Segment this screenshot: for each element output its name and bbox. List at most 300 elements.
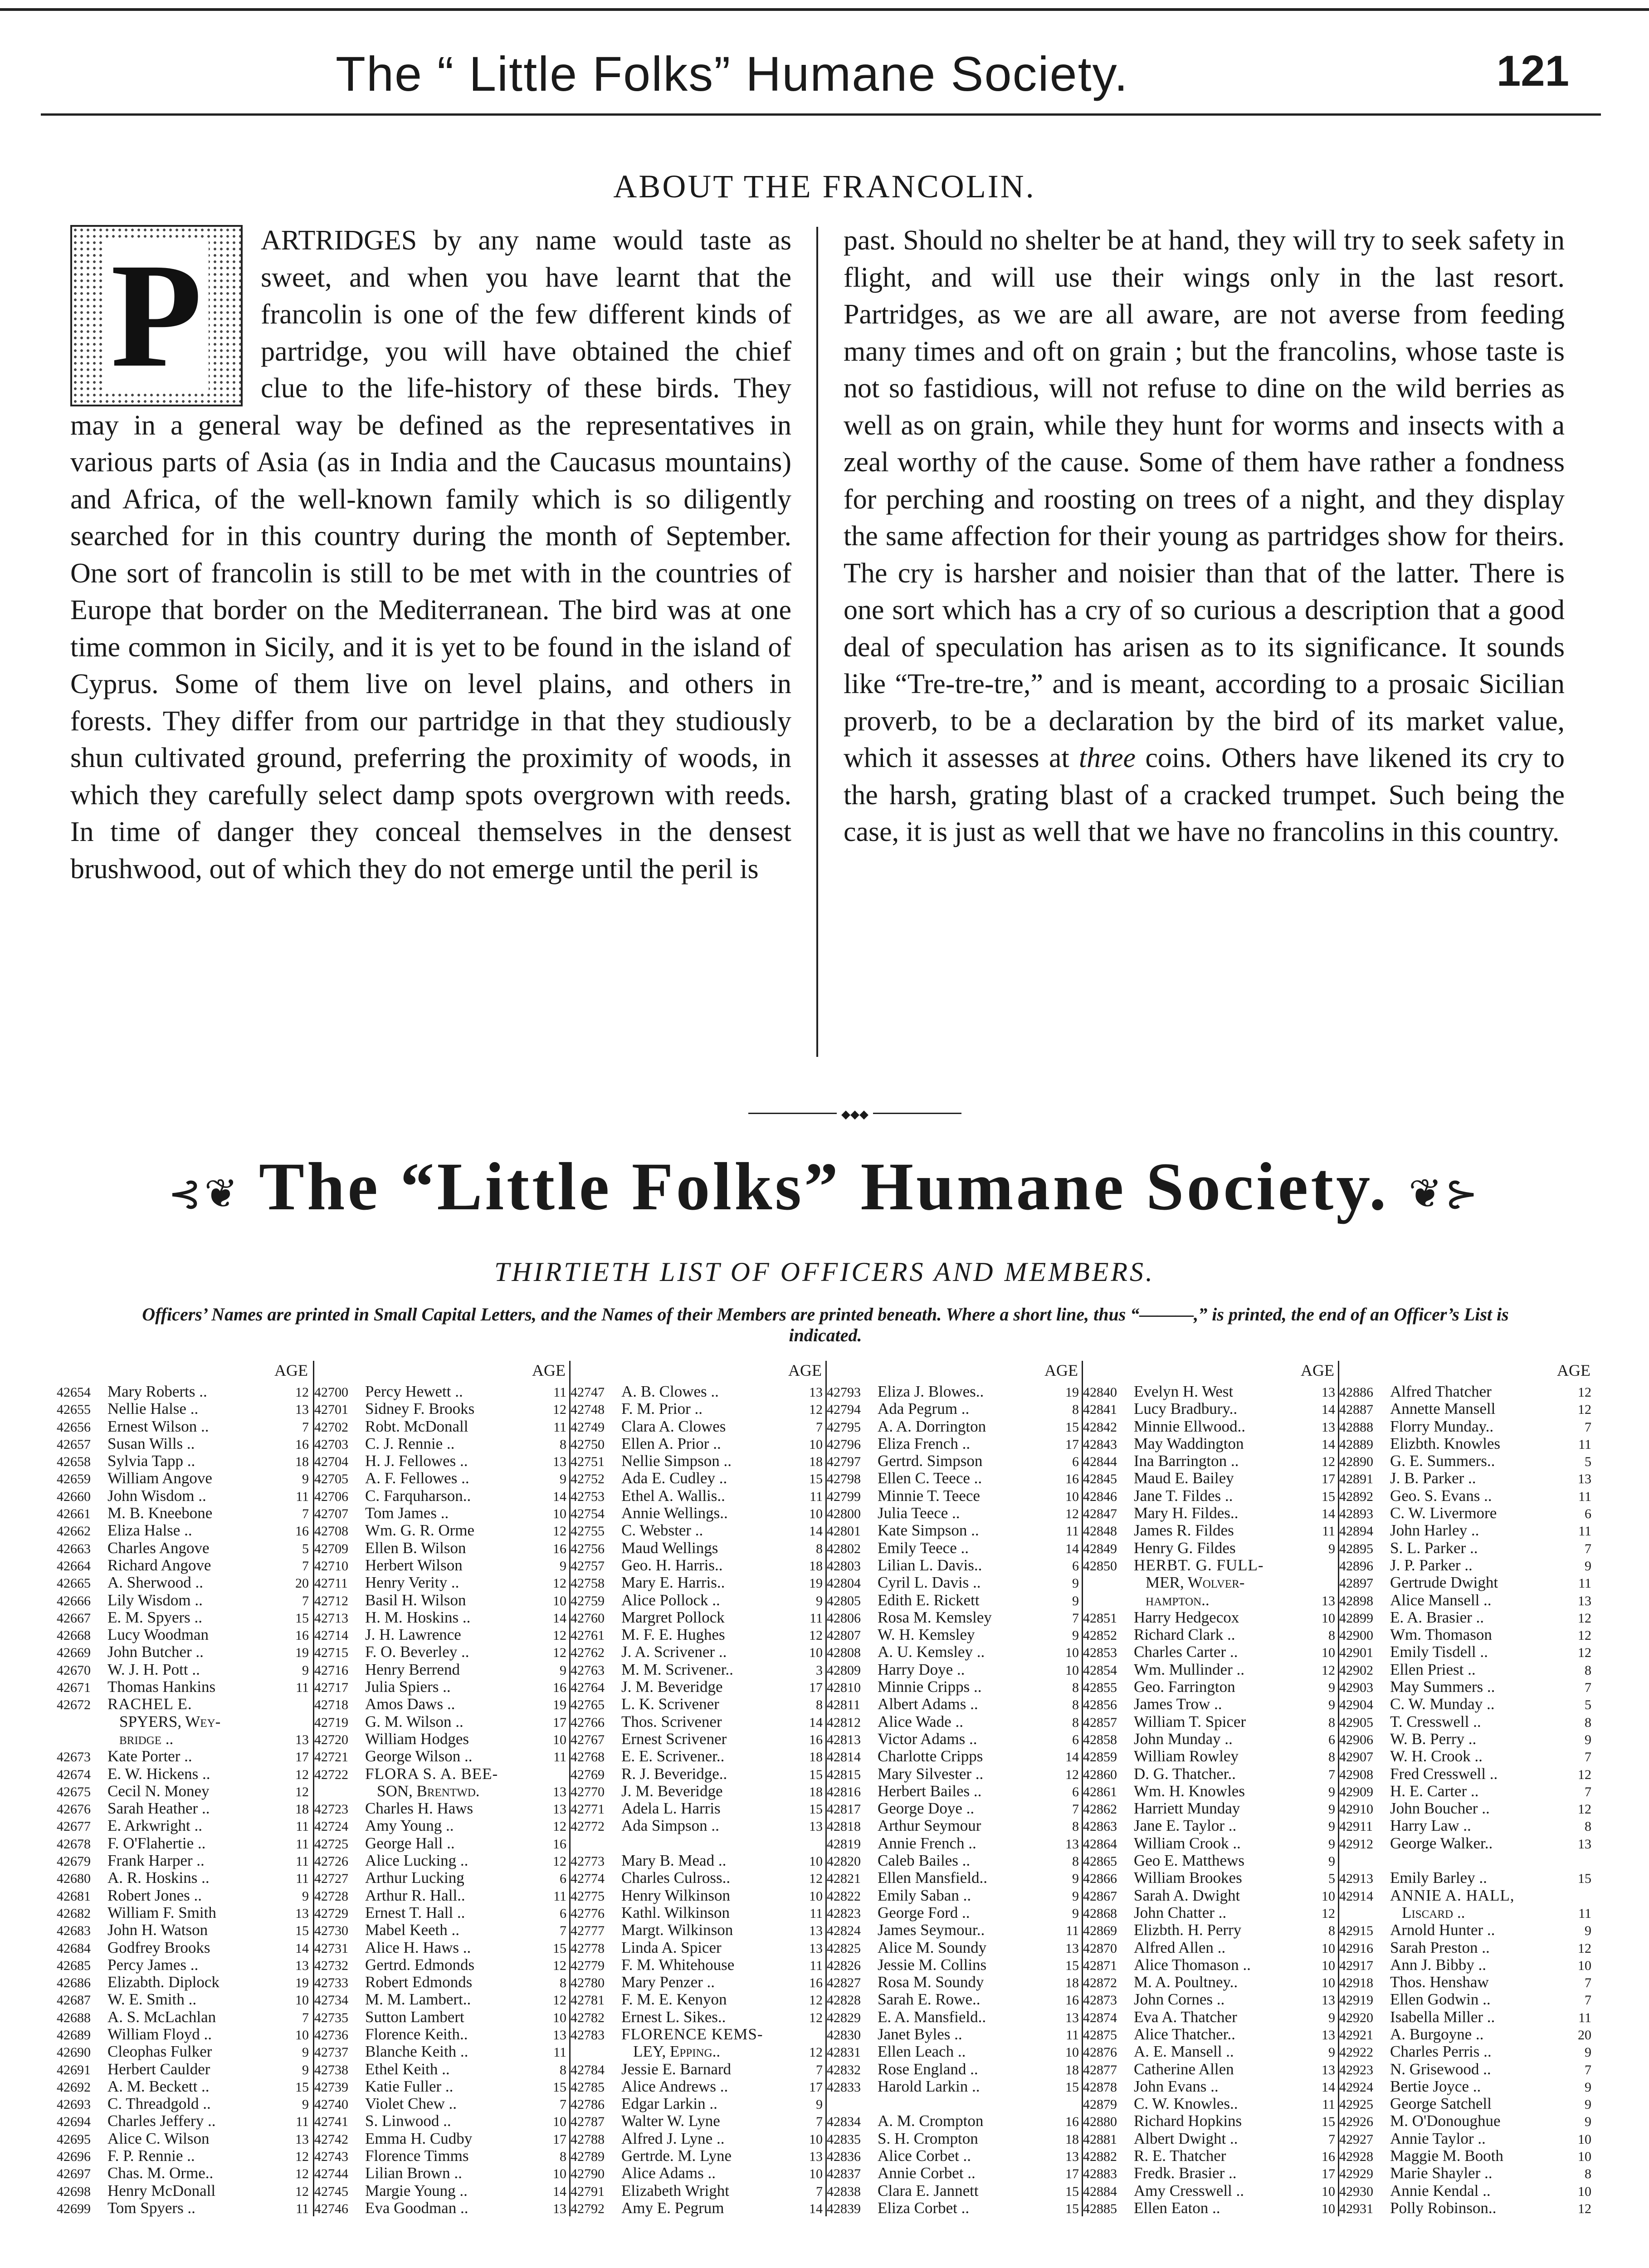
- member-age: 12: [295, 1385, 309, 1400]
- member-number: 42837: [827, 2166, 861, 2182]
- member-number: 42762: [571, 1645, 605, 1661]
- member-name: Annie Taylor ..: [1390, 2129, 1486, 2147]
- member-number: 42819: [827, 1836, 861, 1852]
- member-name: A. Sherwood ..: [107, 1574, 203, 1592]
- member-number: 42863: [1083, 1819, 1117, 1834]
- member-number: 42880: [1083, 2114, 1117, 2130]
- member-name: George Walker..: [1390, 1834, 1493, 1852]
- member-row: [1339, 2130, 1593, 2147]
- member-age: 10: [295, 1993, 309, 2008]
- member-row: [1083, 1504, 1337, 1521]
- member-name: Gertrude Dwight: [1390, 1574, 1498, 1592]
- page-header: [41, 27, 1601, 113]
- member-number: 42686: [57, 1975, 91, 1991]
- member-name: Mary E. Harris..: [621, 1574, 725, 1592]
- article-column-left: [70, 222, 791, 888]
- member-row: [827, 1852, 1081, 1869]
- member-row: [1083, 1956, 1337, 1973]
- member-name: Jane E. Taylor ..: [1134, 1817, 1237, 1835]
- member-row: [314, 1661, 568, 1678]
- member-age: 13: [1065, 2149, 1079, 2165]
- member-name: FLORENCE KEMS-: [621, 2025, 763, 2043]
- member-number: 42914: [1339, 1888, 1373, 1904]
- member-number: 42722: [314, 1767, 348, 1782]
- member-number: 42889: [1339, 1437, 1373, 1452]
- member-row: [1083, 1973, 1337, 1990]
- member-row: [1339, 1956, 1593, 1973]
- member-number: 42829: [827, 2010, 861, 2025]
- member-name: Kate Porter ..: [107, 1747, 192, 1765]
- member-row: [571, 1591, 824, 1608]
- member-number: 42836: [827, 2149, 861, 2165]
- member-row: [1339, 1469, 1593, 1486]
- member-number: 42760: [571, 1610, 605, 1626]
- age-column-header: AGE: [532, 1361, 566, 1379]
- member-row: [827, 2008, 1081, 2025]
- member-age: 7: [816, 2114, 823, 2130]
- member-number: 42681: [57, 1888, 91, 1904]
- member-age: 11: [296, 2114, 309, 2130]
- member-row: [571, 1887, 824, 1904]
- member-age: 17: [553, 1715, 566, 1730]
- member-age: 8: [1585, 1819, 1591, 1834]
- member-number: 42832: [827, 2062, 861, 2077]
- member-age: 11: [553, 1385, 566, 1400]
- member-name: E. Arkwright ..: [107, 1817, 203, 1835]
- member-row: [827, 1747, 1081, 1765]
- members-column: [313, 1361, 568, 2216]
- member-name: Albert Adams ..: [878, 1695, 978, 1713]
- member-name: Mary H. Fildes..: [1134, 1504, 1239, 1522]
- member-age: 16: [553, 1836, 566, 1852]
- member-age: 10: [1065, 1662, 1079, 1678]
- member-name: Sylvia Tapp ..: [107, 1452, 195, 1470]
- member-row: [571, 1869, 824, 1886]
- member-age: 12: [1578, 1645, 1591, 1661]
- member-number: 42724: [314, 1819, 348, 1834]
- member-number: 42727: [314, 1871, 348, 1887]
- member-name: Thos. Scrivener: [621, 1712, 722, 1730]
- member-name: J. M. Beveridge: [621, 1678, 723, 1696]
- member-row: [1339, 1765, 1593, 1782]
- member-number: 42761: [571, 1628, 605, 1643]
- member-name: Chas. M. Orme..: [107, 2164, 214, 2182]
- member-age: 7: [1072, 1610, 1079, 1626]
- article-text-right-part1: past. Should no shelter be at hand, they will try to seek safety in flight, and will use their wings only in the last resort. Partridges, as we are all aware, are not averse from feeding many times and oft on grain ; but the francolins, whose taste is not so fastidious, will not refuse to dine on the wild berries as well as on grain, while they hunt for worms and insects with a zeal worthy of the cause. Some of them have rather a fondness for perching and roosting on trees of a night, and they display the same affection for their young as partridges show for theirs. The cry is harsher and noisier than that of the latter. There is one sort which has a cry of so curious a description that a good deal of speculation has arisen as to its significance. It sounds like “Tre-tre-tre,” and is meant, according to a prosaic Sicilian proverb, to be a declaration by the bird of its market value, which it assesses at: [844, 225, 1565, 773]
- member-age: 10: [1322, 1610, 1335, 1626]
- member-number: 42806: [827, 1610, 861, 1626]
- member-row: [314, 1730, 568, 1747]
- member-number: 42821: [827, 1871, 861, 1887]
- member-name: Ellen Priest ..: [1390, 1660, 1476, 1678]
- member-name: F. M. Whitehouse: [621, 1955, 735, 1974]
- member-number: 42903: [1339, 1680, 1373, 1696]
- member-age: 11: [1066, 1524, 1079, 1539]
- member-row: [1339, 2095, 1593, 2112]
- member-number: 42798: [827, 1471, 861, 1487]
- member-row: [1339, 1591, 1593, 1608]
- member-number: 42679: [57, 1854, 91, 1869]
- member-row: [57, 1383, 311, 1400]
- member-name: Mary Roberts ..: [107, 1383, 207, 1400]
- member-row: [571, 1956, 824, 1973]
- member-age: 12: [809, 1871, 823, 1887]
- member-row: [314, 1956, 568, 1973]
- member-number: 42695: [57, 2131, 91, 2147]
- member-row: [314, 1608, 568, 1626]
- member-name: F. M. Prior ..: [621, 1400, 703, 1418]
- member-row: [57, 1435, 311, 1452]
- member-age: 7: [302, 1506, 309, 1522]
- member-name: Ellen A. Prior ..: [621, 1434, 721, 1452]
- member-row: [1339, 1556, 1593, 1574]
- member-number: 42923: [1339, 2062, 1373, 2077]
- member-row: [314, 1383, 568, 1400]
- member-name: Emily Tisdell ..: [1390, 1643, 1488, 1661]
- member-age: 9: [302, 2062, 309, 2077]
- member-name: Alfred Thatcher: [1390, 1383, 1492, 1400]
- member-number: 42822: [827, 1888, 861, 1904]
- member-age: 11: [553, 1888, 566, 1904]
- member-name: Robt. McDonall: [365, 1417, 468, 1435]
- member-row: [827, 1383, 1081, 1400]
- member-row: [1083, 2095, 1337, 2112]
- member-age: 14: [553, 1489, 566, 1504]
- member-name: ANNIE A. HALL,: [1390, 1886, 1515, 1904]
- member-age: 14: [295, 1941, 309, 1956]
- member-age: 12: [295, 2184, 309, 2199]
- member-number: 42823: [827, 1906, 861, 1921]
- member-name: A. B. Clowes ..: [621, 1383, 719, 1400]
- member-age: 14: [1322, 1437, 1335, 1452]
- member-row: [314, 1643, 568, 1660]
- member-row: [1339, 1782, 1593, 1799]
- member-row: [57, 2043, 311, 2060]
- member-age: 13: [295, 2131, 309, 2147]
- member-number: 42663: [57, 1541, 91, 1556]
- member-number: 42666: [57, 1593, 91, 1608]
- member-age: 9: [560, 1471, 566, 1487]
- member-age: 6: [1072, 1454, 1079, 1470]
- member-name: Arthur Lucking: [365, 1869, 464, 1887]
- member-number: 42680: [57, 1871, 91, 1887]
- member-name: Sutton Lambert: [365, 2008, 464, 2026]
- member-number: 42892: [1339, 1489, 1373, 1504]
- member-number: 42684: [57, 1941, 91, 1956]
- member-row: [314, 1713, 568, 1730]
- member-number: 42665: [57, 1576, 91, 1591]
- member-row: [314, 1939, 568, 1956]
- member-number: 42831: [827, 2045, 861, 2060]
- member-number: 42858: [1083, 1732, 1117, 1747]
- member-row: [827, 1713, 1081, 1730]
- member-age: 15: [809, 1767, 823, 1782]
- member-age: 13: [1322, 1993, 1335, 2008]
- member-age: 12: [1578, 1941, 1591, 1956]
- member-age: 13: [295, 1906, 309, 1921]
- member-age: 10: [1322, 1958, 1335, 1973]
- member-row: [827, 1418, 1081, 1435]
- member-age: 15: [1065, 2079, 1079, 2095]
- page-number: 121: [1496, 47, 1569, 95]
- member-row: [827, 2112, 1081, 2129]
- officer-row: [1339, 1887, 1593, 1904]
- member-row: [314, 1990, 568, 2008]
- member-row: [1083, 2060, 1337, 2077]
- member-row: [571, 1765, 824, 1782]
- member-row: [57, 2060, 311, 2077]
- member-name: Thomas Hankins: [107, 1678, 216, 1696]
- member-row: [1339, 1730, 1593, 1747]
- member-number: 42818: [827, 1819, 861, 1834]
- member-number: 42784: [571, 2062, 605, 2077]
- member-row: [571, 1921, 824, 1938]
- officer-list-end: [571, 1834, 824, 1852]
- member-age: 14: [809, 2201, 823, 2216]
- member-age: 12: [1578, 1610, 1591, 1626]
- member-name: R. J. Beveridge..: [621, 1765, 727, 1783]
- member-number: 42799: [827, 1489, 861, 1504]
- member-age: 17: [295, 1750, 309, 1765]
- member-number: 42825: [827, 1941, 861, 1956]
- member-number: 42814: [827, 1750, 861, 1765]
- member-number: 42731: [314, 1941, 348, 1956]
- member-name: M. A. Poultney..: [1134, 1973, 1238, 1991]
- member-name: Sarah E. Rowe..: [878, 1990, 981, 2009]
- member-age: 10: [1578, 2131, 1591, 2147]
- member-age: 9: [302, 1888, 309, 1904]
- members-column: [57, 1361, 311, 2216]
- member-number: 42732: [314, 1958, 348, 1973]
- member-age: 19: [809, 1576, 823, 1591]
- member-row: [1083, 1887, 1337, 1904]
- member-name: Lilian Brown ..: [365, 2164, 462, 2182]
- member-name: W. B. Perry ..: [1390, 1730, 1477, 1748]
- column-divider: [816, 227, 818, 1057]
- member-age: 12: [809, 1628, 823, 1643]
- member-number: 42708: [314, 1524, 348, 1539]
- member-row: [827, 1487, 1081, 1504]
- member-number: 42739: [314, 2079, 348, 2095]
- member-number: 42898: [1339, 1593, 1373, 1608]
- member-row: [827, 2164, 1081, 2181]
- member-name: Rosa M. Kemsley: [878, 1608, 992, 1626]
- member-age: 12: [1322, 1906, 1335, 1921]
- member-number: 42768: [571, 1750, 605, 1765]
- member-age: 8: [1328, 1923, 1335, 1939]
- member-number: 42874: [1083, 2010, 1117, 2025]
- member-row: [1083, 1661, 1337, 1678]
- member-number: 42907: [1339, 1750, 1373, 1765]
- member-number: 42904: [1339, 1697, 1373, 1713]
- member-age: 13: [1065, 1836, 1079, 1852]
- member-name: J. P. Parker ..: [1390, 1556, 1473, 1574]
- member-age: 7: [302, 1558, 309, 1574]
- member-name: H. M. Hoskins ..: [365, 1608, 471, 1626]
- member-name: Caleb Bailes ..: [878, 1852, 971, 1870]
- member-number: 42672: [57, 1697, 91, 1713]
- member-name: Margie Young ..: [365, 2181, 468, 2200]
- member-number: 42674: [57, 1767, 91, 1782]
- member-name: Susan Wills ..: [107, 1434, 195, 1452]
- member-name: Alice M. Soundy: [878, 1938, 987, 1956]
- member-name: Marie Shayler ..: [1390, 2164, 1493, 2182]
- article-title: ABOUT THE FRANCOLIN.: [613, 168, 1036, 205]
- member-row: [1339, 1990, 1593, 2008]
- member-row: [1339, 1400, 1593, 1417]
- member-number: 42786: [571, 2097, 605, 2112]
- member-age: 18: [1065, 2131, 1079, 2147]
- member-row: [571, 1608, 824, 1626]
- member-number: 42733: [314, 1975, 348, 1991]
- member-age: 10: [553, 1506, 566, 1522]
- member-row: [1083, 1469, 1337, 1486]
- member-row: [571, 1452, 824, 1469]
- officer-row: [571, 2043, 824, 2060]
- member-name: Lilian L. Davis..: [878, 1556, 982, 1574]
- member-row: [571, 2008, 824, 2025]
- member-age: 8: [1585, 1715, 1591, 1730]
- member-row: [57, 2112, 311, 2129]
- member-row: [571, 2182, 824, 2199]
- member-age: 18: [809, 1750, 823, 1765]
- member-name: Alfred J. Lyne ..: [621, 2129, 725, 2147]
- member-row: [1083, 1383, 1337, 1400]
- member-age: 7: [1585, 1750, 1591, 1765]
- member-age: 10: [1065, 1645, 1079, 1661]
- article-text-left: ARTRIDGES by any name would taste as sweet, and when you have learnt that the francolin is one of the few different kinds of partridge, you will have obtained the chief clue to the life-history of these birds. They may in a general way be defined as the representatives in various parts of Asia (as in India and the Caucasus mountains) and Africa, of the well-known family which is so diligently searched for in this country during the month of September. One sort of francolin is still to be met with in the countries of Europe that border on the Mediterranean. The bird was at one time common in Sicily, and it is yet to be found in the island of Cyprus. Some of them live on level plains, and others in forests. They differ from our partridge in that they studiously shun cultivated ground, preferring the proximity of woods, in which they carefully select damp spots overgrown with reeds. In time of danger they conceal themselves in the densest brushwood, out of which they do not emerge until the peril is: [70, 225, 791, 885]
- member-row: [57, 1521, 311, 1539]
- member-row: [57, 1626, 311, 1643]
- member-age: 10: [1322, 1975, 1335, 1991]
- member-age: 8: [1072, 1819, 1079, 1834]
- member-age: 8: [560, 2149, 566, 2165]
- member-name: Elizabeth Wright: [621, 2181, 730, 2200]
- member-name: C. W. Munday ..: [1390, 1695, 1495, 1713]
- member-number: 42922: [1339, 2045, 1373, 2060]
- member-number: 42905: [1339, 1715, 1373, 1730]
- member-row: [57, 1973, 311, 1990]
- member-age: 14: [1322, 2079, 1335, 2095]
- member-name: James R. Fildes: [1134, 1521, 1234, 1540]
- member-number: 42750: [571, 1437, 605, 1452]
- member-age: 13: [1065, 1941, 1079, 1956]
- member-row: [1083, 2043, 1337, 2060]
- member-age: 13: [553, 1454, 566, 1470]
- member-row: [57, 1556, 311, 1574]
- member-name: Violet Chew ..: [365, 2095, 457, 2113]
- member-row: [57, 1939, 311, 1956]
- member-name: Elizabth. Diplock: [107, 1973, 220, 1991]
- member-number: 42734: [314, 1993, 348, 2008]
- member-name: S. Linwood ..: [365, 2112, 451, 2130]
- member-age: 9: [1072, 1906, 1079, 1921]
- member-number: 42692: [57, 2079, 91, 2095]
- member-age: 13: [553, 2201, 566, 2216]
- member-age: 14: [553, 2184, 566, 2199]
- member-row: [1339, 2025, 1593, 2043]
- member-name: Adela L. Harris: [621, 1799, 721, 1818]
- member-name: E. W. Hickens ..: [107, 1765, 210, 1783]
- member-number: 42770: [571, 1784, 605, 1799]
- member-name: Janet Byles ..: [878, 2025, 962, 2043]
- officer-row: [1083, 1556, 1337, 1574]
- member-number: 42840: [1083, 1385, 1117, 1400]
- member-name: F. M. E. Kenyon: [621, 1990, 727, 2009]
- member-age: 10: [809, 1888, 823, 1904]
- member-age: 13: [1578, 1836, 1591, 1852]
- member-name: R. E. Thatcher: [1134, 2147, 1226, 2165]
- member-name: Edith E. Rickett: [878, 1591, 980, 1609]
- member-name: May Summers ..: [1390, 1678, 1495, 1696]
- member-row: [827, 1765, 1081, 1782]
- member-age: 13: [809, 1941, 823, 1956]
- member-name: Ernest T. Hall ..: [365, 1903, 465, 1921]
- member-row: [314, 1695, 568, 1712]
- member-age: 9: [1328, 2045, 1335, 2060]
- member-row: [57, 1608, 311, 1626]
- member-name: J. H. Lawrence: [365, 1626, 461, 1644]
- member-age: 14: [1065, 1750, 1079, 1765]
- member-row: [571, 1747, 824, 1765]
- member-row: [314, 1418, 568, 1435]
- member-number: 42789: [571, 2149, 605, 2165]
- member-number: 42765: [571, 1697, 605, 1713]
- member-age: 7: [816, 2062, 823, 2077]
- member-age: 8: [1328, 1715, 1335, 1730]
- member-name: Maggie M. Booth: [1390, 2147, 1503, 2165]
- member-age: 9: [1328, 1819, 1335, 1834]
- member-row: [571, 1990, 824, 2008]
- member-number: 42895: [1339, 1541, 1373, 1556]
- member-age: 5: [1328, 1871, 1335, 1887]
- member-age: 9: [302, 2097, 309, 2112]
- member-number: 42885: [1083, 2201, 1117, 2216]
- member-age: 19: [295, 1645, 309, 1661]
- member-name: May Waddington: [1134, 1434, 1244, 1452]
- member-age: 10: [809, 1645, 823, 1661]
- member-row: [1083, 1608, 1337, 1626]
- member-number: 42757: [571, 1558, 605, 1574]
- member-number: 42747: [571, 1385, 605, 1400]
- member-age: 6: [1328, 1732, 1335, 1747]
- member-age: 10: [809, 1506, 823, 1522]
- member-age: 12: [295, 2166, 309, 2182]
- member-number: 42910: [1339, 1802, 1373, 1817]
- member-age: 14: [809, 1715, 823, 1730]
- member-name: D. G. Thatcher..: [1134, 1765, 1236, 1783]
- member-row: [1339, 1452, 1593, 1469]
- member-number: 42887: [1339, 1402, 1373, 1418]
- officer-row: [1083, 1591, 1337, 1608]
- member-age: 12: [553, 1993, 566, 2008]
- member-number: 42930: [1339, 2184, 1373, 2199]
- member-number: 42670: [57, 1662, 91, 1678]
- member-row: [314, 1887, 568, 1904]
- member-age: 7: [560, 1923, 566, 1939]
- member-number: 42752: [571, 1471, 605, 1487]
- member-row: [827, 1939, 1081, 1956]
- member-name: Charles Angove: [107, 1539, 210, 1557]
- member-number: 42740: [314, 2097, 348, 2112]
- member-number: 42694: [57, 2114, 91, 2130]
- member-age: 15: [809, 1802, 823, 1817]
- member-row: [57, 2095, 311, 2112]
- member-age: 12: [1578, 1385, 1591, 1400]
- member-age: 13: [1578, 1471, 1591, 1487]
- member-number: 42705: [314, 1471, 348, 1487]
- member-name: Annette Mansell: [1390, 1400, 1496, 1418]
